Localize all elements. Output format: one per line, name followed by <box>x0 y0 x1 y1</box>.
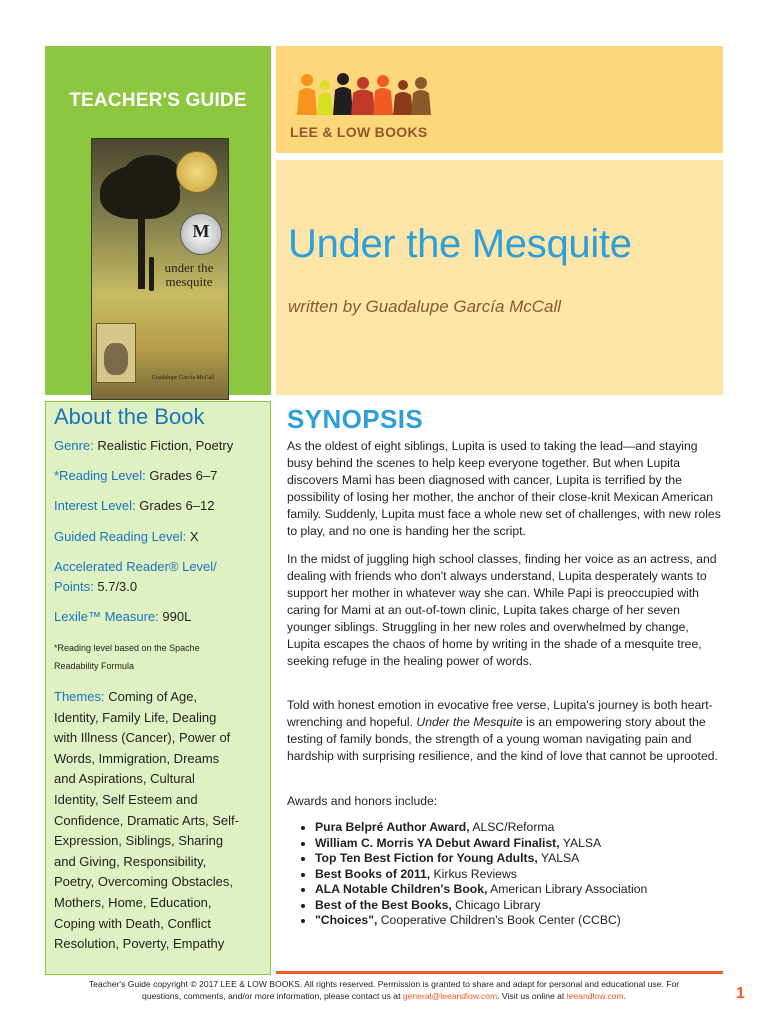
teachers-guide-panel <box>45 46 271 395</box>
contact-email-link[interactable]: general@leeandlow.com <box>402 991 498 1001</box>
footer-copyright: Teacher's Guide copyright © 2017 LEE & LOW BOOKS. All rights reserved. Permission is granted to share and adapt for personal and educational use. For questions, comments, and/or more information, please contact us at general@leeandlow.com. Visit us online at leeandlow.com. <box>88 979 680 1001</box>
award-item: • Best of the Best Books, Chicago Library <box>315 898 647 914</box>
award-item: • William C. Morris YA Debut Award Finalist, YALSA <box>315 836 647 852</box>
reading-level-note: *Reading level based on the Spache Readability Formula <box>54 643 200 671</box>
lee-low-logo-icon <box>287 71 447 115</box>
title-panel <box>276 160 723 395</box>
book-author: written by Guadalupe García McCall <box>288 297 562 316</box>
awards-intro: Awards and honors include: <box>287 794 438 808</box>
book-title: Under the Mesquite <box>288 222 632 266</box>
awards-list <box>299 820 647 929</box>
cover-tree-top <box>122 155 182 199</box>
award-item: • ALA Notable Children's Book, American Library Association <box>315 882 647 898</box>
synopsis-paragraph-3: Told with honest emotion in evocative free verse, Lupita's journey is both heart-wrenching and hopeful. Under the Mesquite is an empowering story about the testing of family bonds, the strength of a young woman navigating pain and hardship with surprising resilience, and the kind of love that cannot be uprooted. <box>287 698 718 763</box>
synopsis-heading: SYNOPSIS <box>287 404 424 434</box>
publisher-banner <box>276 46 723 153</box>
award-item: • Best Books of 2011, Kirkus Reviews <box>315 867 647 883</box>
lexile-row: Lexile™ Measure: 990L <box>54 609 192 624</box>
about-the-book-sidebar <box>45 401 271 975</box>
cover-portrait <box>104 343 128 375</box>
interest-level-row: Interest Level: Grades 6–12 <box>54 498 215 513</box>
cover-tree-trunk <box>138 209 145 289</box>
morris-medal-icon: M <box>180 213 222 255</box>
themes-row: Themes: Coming of Age, Identity, Family Life, Dealing with Illness (Cancer), Power of Words, Immigration, Dreams and Aspirations, Cultural Identity, Self Esteem and Confidence, Dramatic Arts, Self- Expression, Siblings, Sharing and Giving, Responsibility, Poetry, Overcoming Obstacles, Mothers, Home, Education, Coping with Death, Conflict Resolution, Poverty, Empathy <box>54 689 239 952</box>
book-cover-image <box>91 138 229 400</box>
website-link[interactable]: leeandlow.com <box>566 991 624 1001</box>
page-number: 1 <box>736 985 745 1002</box>
footer-divider <box>276 971 723 974</box>
synopsis-paragraph-1: As the oldest of eight siblings, Lupita is used to taking the lead—and staying busy behind the scenes to help keep everyone together. But when Lupita discovers Mami has been diagnosed with cancer, Lupita is terrified by the possibility of losing her mother, the anchor of their close-knit Mexican American family. Suddenly, Lupita must face a whole new set of challenges, with new roles to play, and no one is handing her the script. <box>287 439 721 538</box>
guided-reading-row: Guided Reading Level: X <box>54 529 199 544</box>
accelerated-reader-row: Accelerated Reader® Level/ Points: 5.7/3.0 <box>54 559 217 594</box>
award-item: • Pura Belpré Author Award, ALSC/Reforma <box>315 820 647 836</box>
publisher-name: LEE & LOW BOOKS <box>290 124 428 140</box>
genre-row: Genre: Realistic Fiction, Poetry <box>54 438 234 453</box>
award-item: • "Choices", Cooperative Children's Book Center (CCBC) <box>315 913 647 929</box>
about-heading: About the Book <box>54 404 205 429</box>
belpre-medal-icon <box>176 151 218 193</box>
teachers-guide-label: TEACHER'S GUIDE <box>69 90 247 111</box>
cover-title: under the mesquite <box>164 260 214 289</box>
reading-level-row: *Reading Level: Grades 6–7 <box>54 468 218 483</box>
synopsis-paragraph-2: In the midst of juggling high school classes, finding her voice as an actress, and dealing with friends who don't always understand, Lupita desperately wants to support her mother in whatever way she can. While Papi is preoccupied with caring for Mami at an out-of-town clinic, Lupita takes charge of her seven younger siblings. Struggling in her new roles and overwhelmed by change, Lupita escapes the chaos of home by writing in the shade of a mesquite tree, seeking refuge in the healing power of words. <box>287 552 717 668</box>
award-item: • Top Ten Best Fiction for Young Adults, YALSA <box>315 851 647 867</box>
cover-author: Guadalupe García McCall <box>151 375 215 381</box>
